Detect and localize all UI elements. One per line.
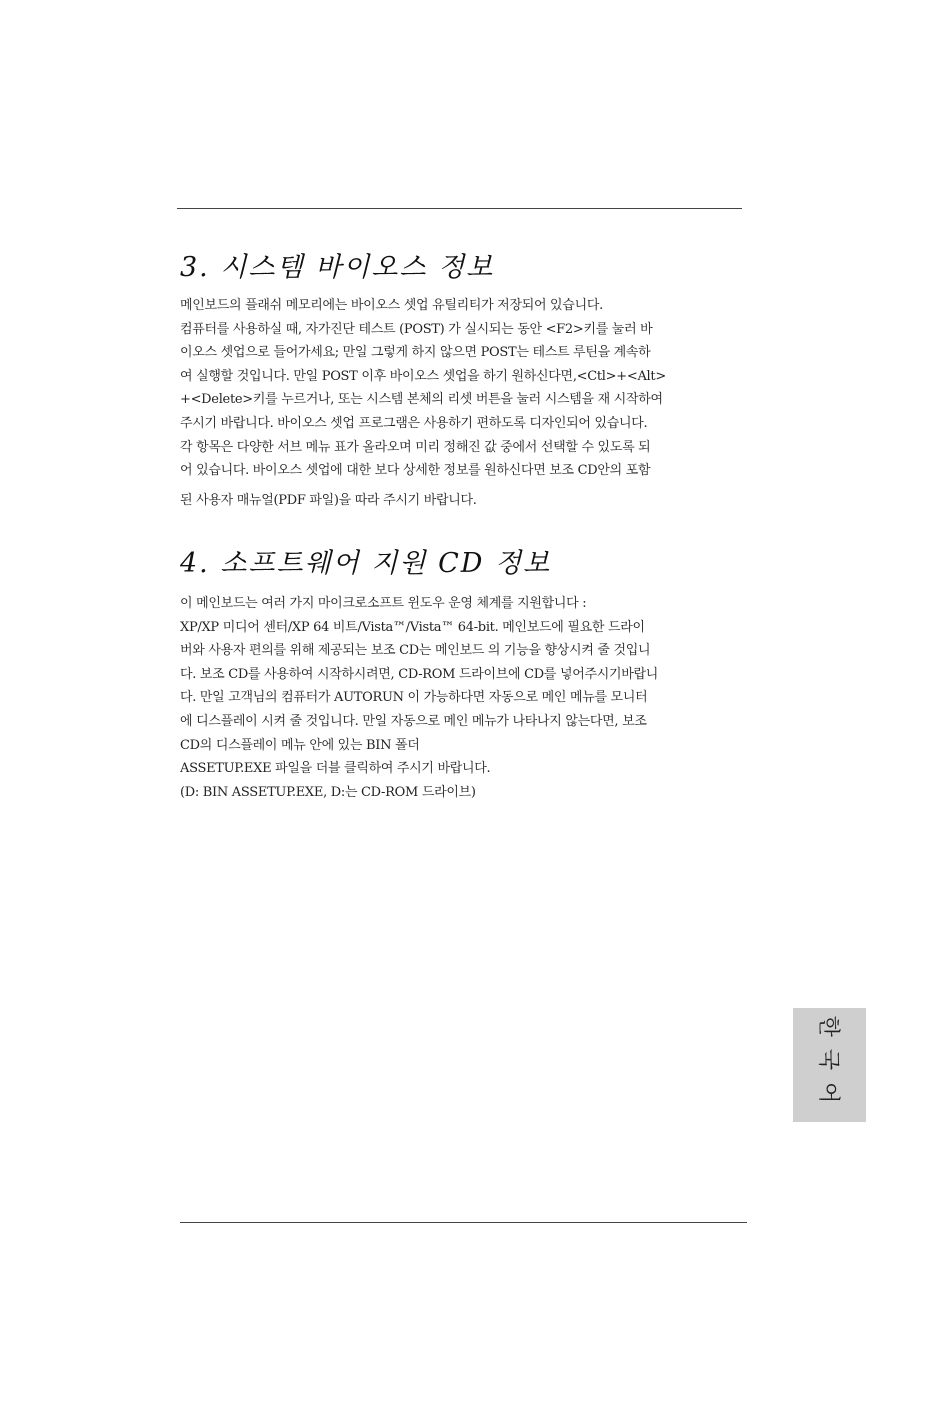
- section-4-line: 이 메인보드는 여러 가지 마이크로소프트 윈도우 운영 체계를 지원합니다 :: [180, 596, 587, 611]
- section-4-line: 에 디스플레이 시켜 줄 것입니다. 만일 자동으로 메인 메뉴가 나타나지 않는다면, 보조: [180, 713, 647, 729]
- language-tab-label: 한국어: [815, 1015, 841, 1115]
- language-side-tab: [793, 1008, 866, 1122]
- section-4-line: 다. 만일 고객님의 컴퓨터가 AUTORUN 이 가능하다면 자동으로 메인 메뉴를 모니터: [180, 690, 648, 706]
- section-3-line: 어 있습니다. 바이오스 셋업에 대한 보다 상세한 정보를 원하신다면 보조 CD안의 포함: [180, 463, 651, 479]
- section-4-title: 4. 소프트웨어 지원 CD 정보: [180, 548, 552, 579]
- section-3-body: [180, 294, 744, 511]
- section-3-line: 각 항목은 다양한 서브 메뉴 표가 올라오며 미리 정해진 값 중에서 선택할 수 있도록 되: [180, 439, 651, 455]
- section-3-title: 3. 시스템 바이오스 정보: [180, 252, 495, 283]
- section-3-line: 여 실행할 것입니다. 만일 POST 이후 바이오스 셋업을 하기 원하신다면,<Ctl>+<Alt>: [180, 368, 666, 384]
- section-4-line: (D: BIN ASSETUP.EXE, D:는 CD-ROM 드라이브): [180, 784, 476, 800]
- section-3-line: 주시기 바랍니다. 바이오스 셋업 프로그램은 사용하기 편하도록 디자인되어 있습니다.: [180, 415, 648, 431]
- top-divider: [177, 208, 742, 209]
- section-4-line: XP/XP 미디어 센터/XP 64 비트/Vista™/Vista™ 64-bit. 메인보드에 필요한 드라이: [180, 619, 645, 635]
- section-4-line: 다. 보조 CD를 사용하여 시작하시려면, CD-ROM 드라이브에 CD를 넣어주시기바랍니: [180, 666, 659, 682]
- section-3-line: +<Delete>키를 누르거나, 또는 시스템 본체의 리셋 버튼을 눌러 시스템을 재 시작하여: [180, 392, 663, 408]
- section-4-line: ASSETUP.EXE 파일을 더블 클릭하여 주시기 바랍니다.: [180, 761, 491, 777]
- bottom-divider: [180, 1222, 747, 1223]
- section-3-line: 이오스 셋업으로 들어가세요; 만일 그렇게 하지 않으면 POST는 테스트 루틴을 계속하: [180, 345, 651, 361]
- section-3-line: 컴퓨터를 사용하실 때, 자가진단 테스트 (POST) 가 실시되는 동안 <F2>키를 눌러 바: [180, 321, 653, 337]
- section-4-line: 버와 사용자 편의를 위해 제공되는 보조 CD는 메인보드 의 기능을 향상시켜 줄 것입니: [180, 643, 651, 659]
- section-3-line: 메인보드의 플래쉬 메모리에는 바이오스 셋업 유틸리티가 저장되어 있습니다.: [180, 298, 603, 313]
- section-4-body: [180, 592, 744, 804]
- section-3-line: 된 사용자 매뉴얼(PDF 파일)을 따라 주시기 바랍니다.: [180, 492, 477, 508]
- section-4-line: CD의 디스플레이 메뉴 안에 있는 BIN 폴더: [180, 737, 420, 753]
